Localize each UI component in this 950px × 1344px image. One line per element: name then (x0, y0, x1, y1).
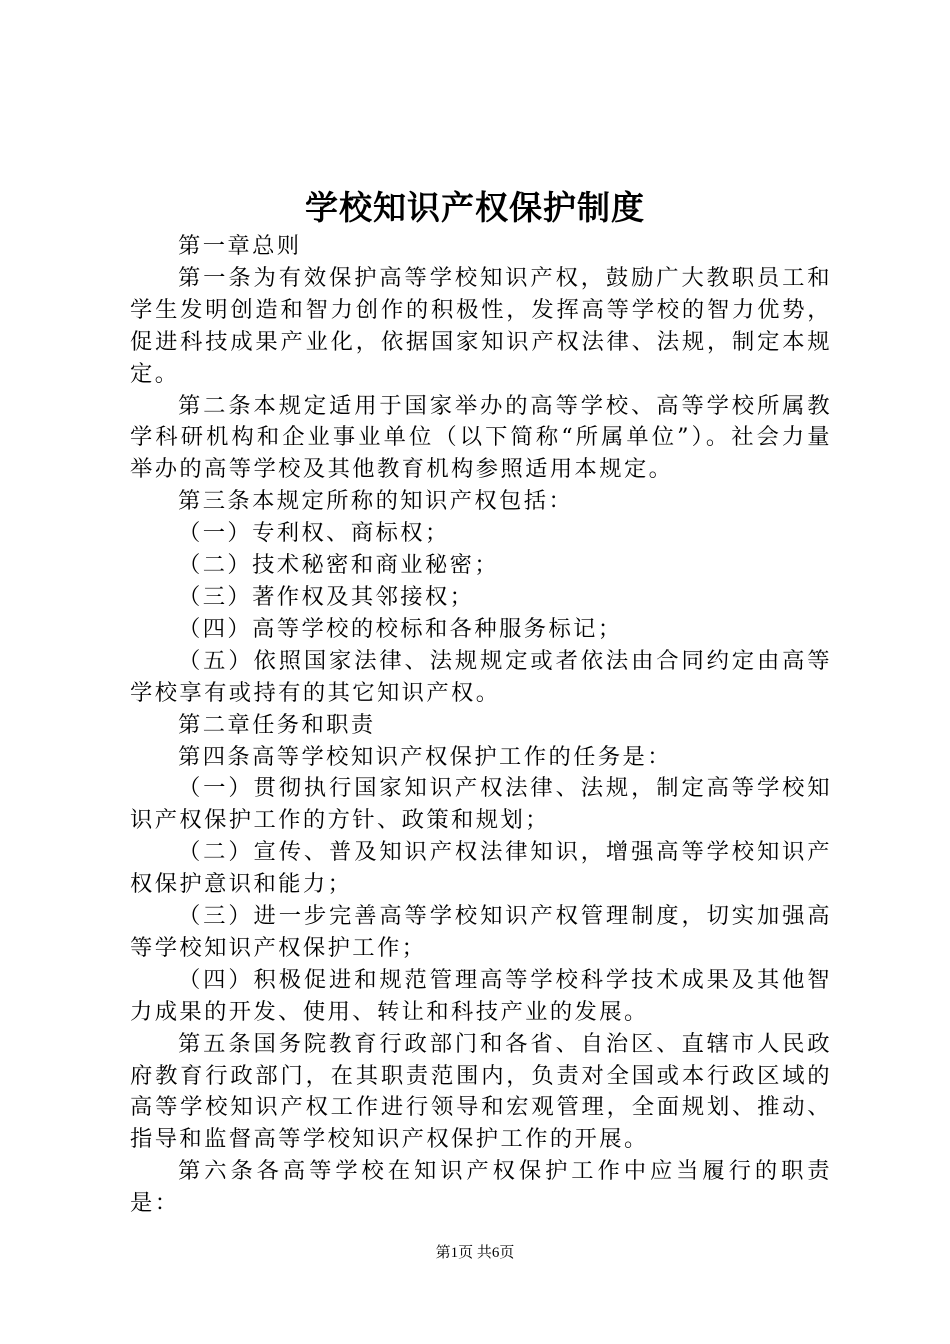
article-paragraph: 第一条为有效保护高等学校知识产权，鼓励广大教职员工和学生发明创造和智力创作的积极性，发挥高等学校的智力优势，促进科技成果产业化，依据国家知识产权法律、法规，制定本规定。 (130, 264, 832, 387)
document-title: 学校知识产权保护制度 (305, 188, 645, 227)
chapter-heading: 第一章总则 (178, 233, 302, 259)
article-paragraph: 第五条国务院教育行政部门和各省、自治区、直辖市人民政府教育行政部门，在其职责范围内，负责对全国或本行政区域的高等学校知识产权工作进行领导和宏观管理，全面规划、推动、指导和监督高等学校知识产权保护工作的开展。 (130, 1030, 832, 1153)
article-paragraph: 第三条本规定所称的知识产权包括： (178, 488, 574, 515)
list-item: （二）技术秘密和商业秘密； (178, 552, 500, 579)
list-item: （三）著作权及其邻接权； (178, 583, 475, 610)
list-item: （二）宣传、普及知识产权法律知识，增强高等学校知识产权保护意识和能力； (130, 839, 832, 898)
article-paragraph: 第四条高等学校知识产权保护工作的任务是： (178, 743, 672, 770)
list-item: （五）依照国家法律、法规规定或者依法由合同约定由高等学校享有或持有的其它知识产权。 (130, 647, 832, 706)
page-number-footer: 第1页 共6页 (435, 1245, 515, 1261)
list-item: （一）专利权、商标权； (178, 520, 450, 547)
list-item: （四）积极促进和规范管理高等学校科学技术成果及其他智力成果的开发、使用、转让和科技产业的发展。 (130, 966, 832, 1025)
document-body (130, 231, 832, 1220)
list-item: （一）贯彻执行国家知识产权法律、法规，制定高等学校知识产权保护工作的方针、政策和规划； (130, 775, 832, 834)
chapter-heading: 第二章任务和职责 (178, 711, 376, 738)
article-paragraph: 第六条各高等学校在知识产权保护工作中应当履行的职责是： (130, 1158, 832, 1217)
article-paragraph: 第二条本规定适用于国家举办的高等学校、高等学校所属教学科研机构和企业事业单位（以下简称“所属单位”）。社会力量举办的高等学校及其他教育机构参照适用本规定。 (130, 392, 832, 483)
list-item: （四）高等学校的校标和各种服务标记； (178, 615, 623, 642)
list-item: （三）进一步完善高等学校知识产权管理制度，切实加强高等学校知识产权保护工作； (130, 903, 832, 961)
